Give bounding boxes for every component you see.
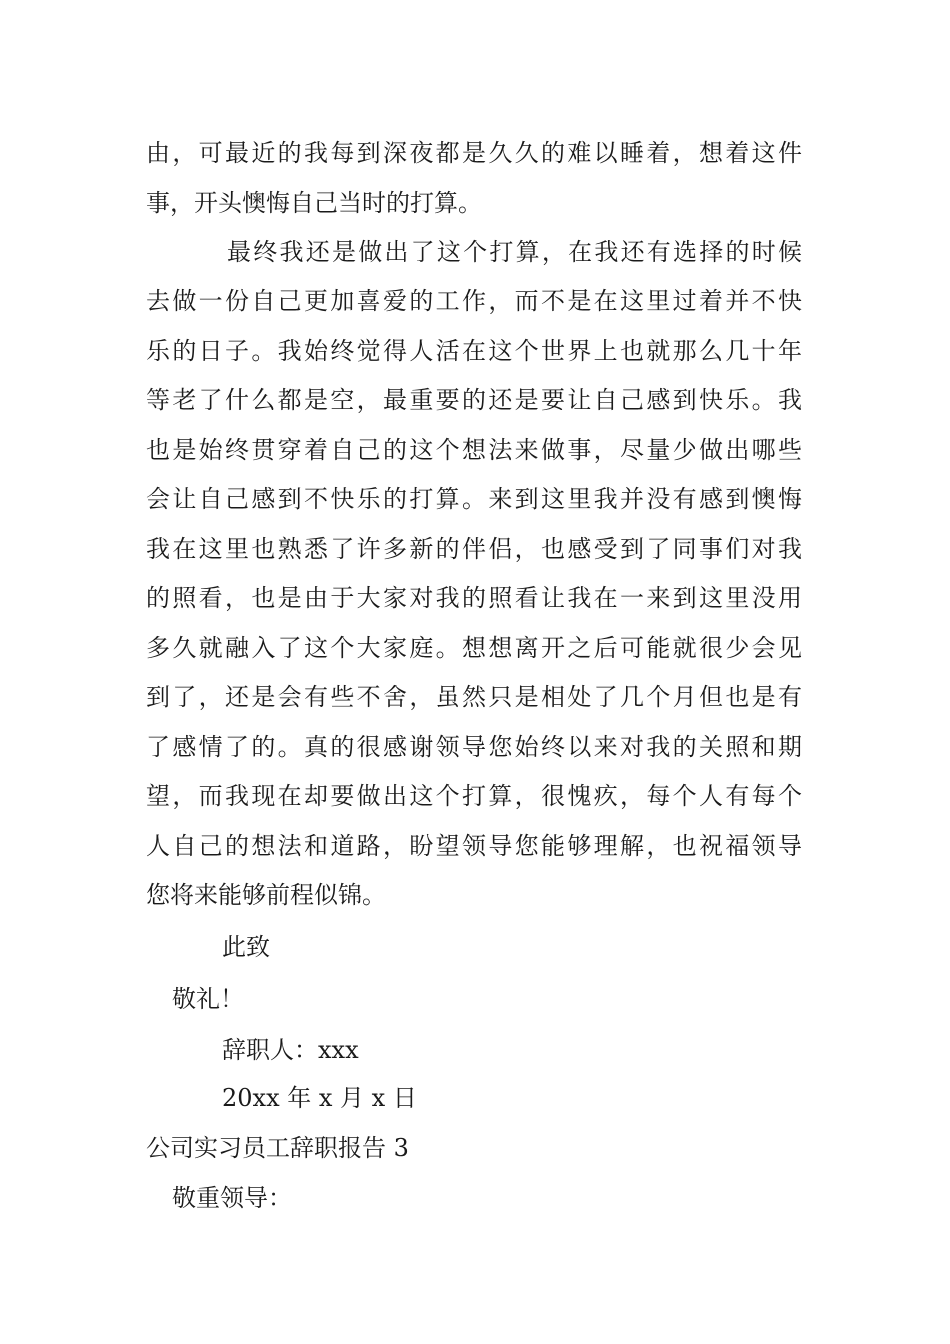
signer-text: 辞职人：xxx [222,1036,359,1064]
paragraph-line: 望，而我现在却要做出这个打算，很愧疚，每个人有每个 [146,782,802,810]
paragraph-line: 您将来能够前程似锦。 [146,881,386,909]
paragraph-line: 人自己的想法和道路，盼望领导您能够理解，也祝福领导 [146,832,802,860]
paragraph-line: 会让自己感到不快乐的打算。来到这里我并没有感到懊悔 [146,485,802,513]
greeting-text: 敬重领导： [172,1184,292,1212]
paragraph-line: 事，开头懊悔自己当时的打算。 [146,189,482,217]
paragraph-line: 到了，还是会有些不舍，虽然只是相处了几个月但也是有 [146,683,802,711]
section-title: 公司实习员工辞职报告 3 [146,1134,409,1162]
paragraph-line: 了感情了的。真的很感谢领导您始终以来对我的关照和期 [146,733,802,761]
closing-text: 此致 [222,933,270,961]
paragraph-line: 的照看，也是由于大家对我的照看让我在一来到这里没用 [146,584,802,612]
paragraph-line: 我在这里也熟悉了许多新的伴侣，也感受到了同事们对我 [146,535,802,563]
paragraph-line: 也是始终贯穿着自己的这个想法来做事，尽量少做出哪些 [146,436,802,464]
salute-text: 敬礼！ [172,985,244,1013]
paragraph-line: 多久就融入了这个大家庭。想想离开之后可能就很少会见 [146,634,802,662]
paragraph-line: 乐的日子。我始终觉得人活在这个世界上也就那么几十年 [146,337,802,365]
paragraph-first-line: 最终我还是做出了这个打算，在我还有选择的时候 [227,238,802,266]
paragraph-line: 等老了什么都是空，最重要的还是要让自己感到快乐。我 [146,386,802,414]
paragraph-line: 由，可最近的我每到深夜都是久久的难以睡着，想着这件 [146,139,802,167]
date-text: 20xx 年 x 月 x 日 [222,1084,417,1112]
paragraph-line: 去做一份自己更加喜爱的工作，而不是在这里过着并不快 [146,287,802,315]
